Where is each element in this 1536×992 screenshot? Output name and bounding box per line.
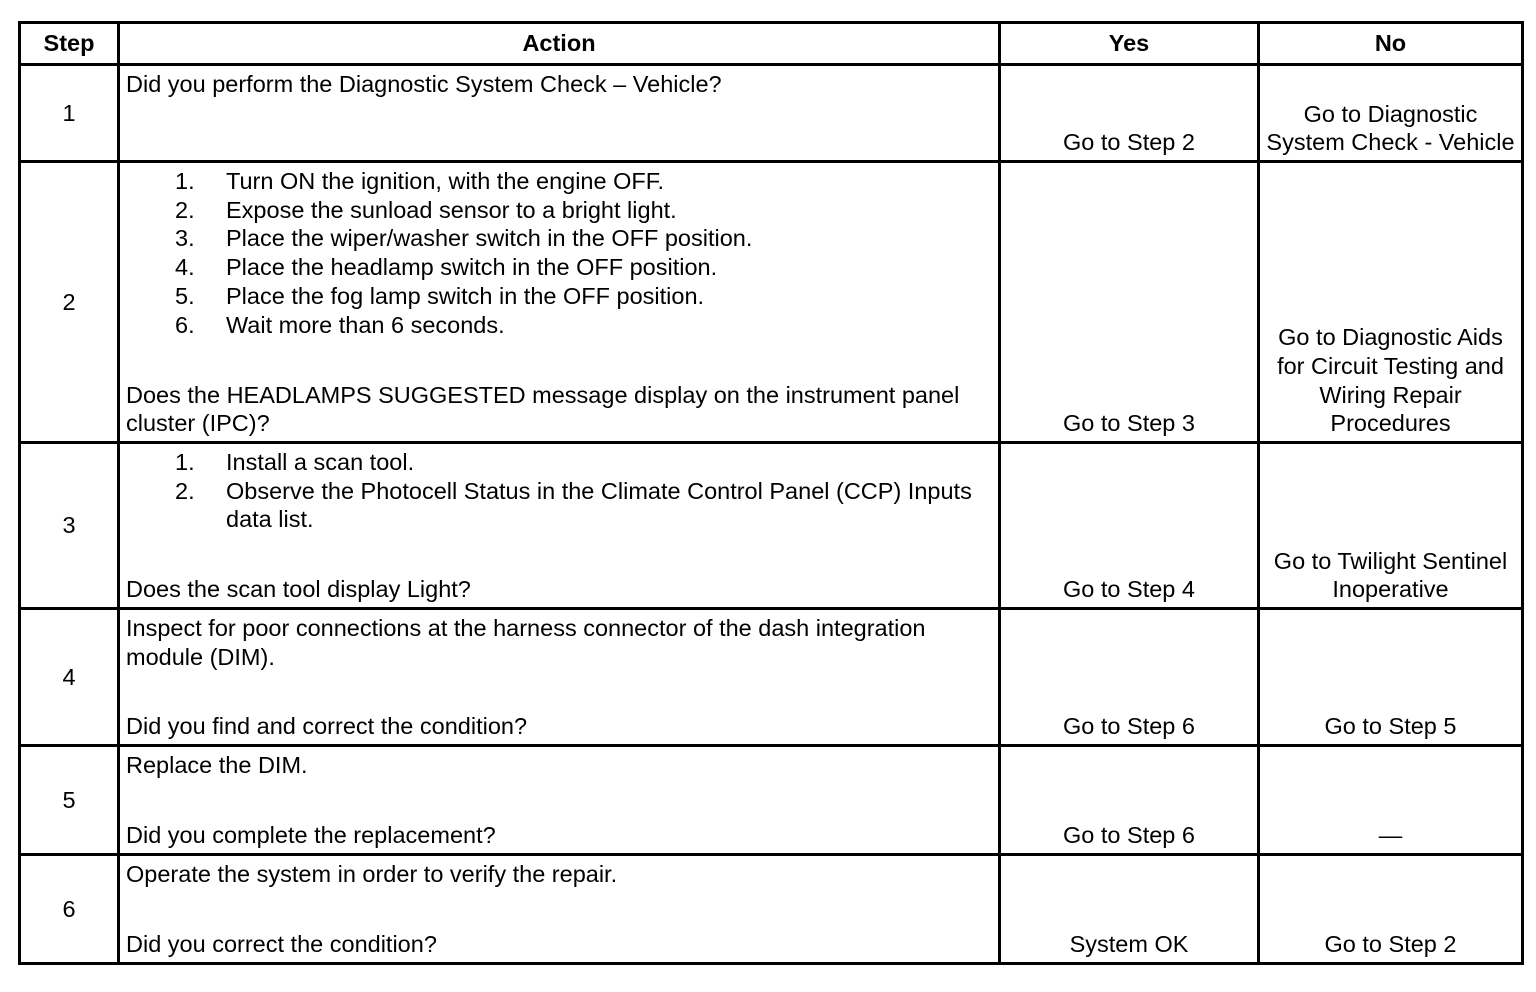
action-content (126, 614, 992, 744)
action-content (126, 70, 992, 160)
yes-result: Go to Step 3 (1000, 162, 1259, 443)
action-question: Does the HEADLAMPS SUGGESTED message display on the instrument panel cluster (IPC)? (126, 381, 960, 437)
list-item-number: 4. (175, 254, 195, 281)
list-item-number: 2. (175, 196, 195, 223)
action-question: Did you find and correct the condition? (126, 713, 528, 740)
table-row (20, 443, 1523, 609)
action-cell (119, 162, 1000, 443)
action-content (126, 860, 992, 962)
procedure-list (126, 167, 992, 339)
list-item-number: 1. (175, 449, 195, 475)
step-number: 5 (20, 746, 119, 855)
no-result: Go to Diagnostic System Check - Vehicle (1259, 65, 1523, 162)
yes-result: Go to Step 2 (1000, 65, 1259, 162)
list-item-number: 1. (175, 168, 195, 194)
action-instructions (126, 448, 992, 534)
list-item-text: Place the wiper/washer switch in the OFF position. (226, 225, 753, 252)
action-cell (119, 443, 1000, 609)
no-result: Go to Diagnostic Aids for Circuit Testing and Wiring Repair Procedures (1259, 162, 1523, 443)
step-number: 3 (20, 443, 119, 609)
list-item (126, 253, 992, 282)
list-item (126, 167, 992, 196)
action-intro: Inspect for poor connections at the harness connector of the dash integration module (DIM). (126, 615, 926, 670)
list-item-text: Install a scan tool. (226, 449, 415, 475)
action-content (126, 167, 992, 441)
list-item-number: 3. (175, 225, 195, 252)
list-item-text: Expose the sunload sensor to a bright light. (226, 196, 677, 223)
action-question: Did you complete the replacement? (126, 822, 496, 849)
no-result: Go to Twilight Sentinel Inoperative (1259, 443, 1523, 609)
action-intro: Replace the DIM. (126, 752, 308, 778)
action-instructions (126, 751, 992, 780)
action-instructions (126, 70, 992, 99)
list-item-text: Place the fog lamp switch in the OFF position. (226, 282, 705, 309)
table-row (20, 855, 1523, 964)
yes-result: Go to Step 6 (1000, 746, 1259, 855)
list-item (126, 477, 992, 534)
procedure-list (126, 448, 992, 534)
action-cell (119, 609, 1000, 746)
no-result: Go to Step 2 (1259, 855, 1523, 964)
table-row (20, 609, 1523, 746)
list-item (126, 224, 992, 253)
action-question: Does the scan tool display Light? (126, 576, 471, 603)
list-item-text: Observe the Photocell Status in the Climate Control Panel (CCP) Inputs data list. (226, 477, 972, 533)
yes-result: Go to Step 6 (1000, 609, 1259, 746)
step-number: 4 (20, 609, 119, 746)
table-row (20, 162, 1523, 443)
action-cell (119, 746, 1000, 855)
list-item-text: Wait more than 6 seconds. (226, 311, 505, 338)
list-item (126, 448, 992, 477)
list-item-text: Place the headlamp switch in the OFF position. (226, 254, 718, 281)
list-item-number: 2. (175, 477, 195, 504)
action-question: Did you correct the condition? (126, 931, 437, 958)
action-intro: Did you perform the Diagnostic System Check – Vehicle? (126, 71, 722, 97)
diagnostic-table (18, 21, 1524, 965)
header-step: Step (20, 23, 119, 65)
action-content (126, 751, 992, 853)
list-item (126, 311, 992, 340)
action-cell (119, 65, 1000, 162)
header-action: Action (119, 23, 1000, 65)
table-row (20, 746, 1523, 855)
header-no: No (1259, 23, 1523, 65)
list-item (126, 196, 992, 225)
header-yes: Yes (1000, 23, 1259, 65)
yes-result: System OK (1000, 855, 1259, 964)
action-content (126, 448, 992, 607)
action-instructions (126, 614, 992, 671)
step-number: 2 (20, 162, 119, 443)
list-item-text: Turn ON the ignition, with the engine OFF. (226, 168, 665, 194)
no-result: — (1259, 746, 1523, 855)
list-item-number: 6. (175, 311, 195, 338)
action-instructions (126, 860, 992, 889)
step-number: 1 (20, 65, 119, 162)
list-item (126, 282, 992, 311)
table-body (20, 65, 1523, 964)
list-item-number: 5. (175, 282, 195, 309)
action-intro: Operate the system in order to verify the repair. (126, 861, 618, 887)
yes-result: Go to Step 4 (1000, 443, 1259, 609)
no-result: Go to Step 5 (1259, 609, 1523, 746)
table-row (20, 65, 1523, 162)
action-cell (119, 855, 1000, 964)
header-row (20, 23, 1523, 65)
step-number: 6 (20, 855, 119, 964)
action-instructions (126, 167, 992, 339)
